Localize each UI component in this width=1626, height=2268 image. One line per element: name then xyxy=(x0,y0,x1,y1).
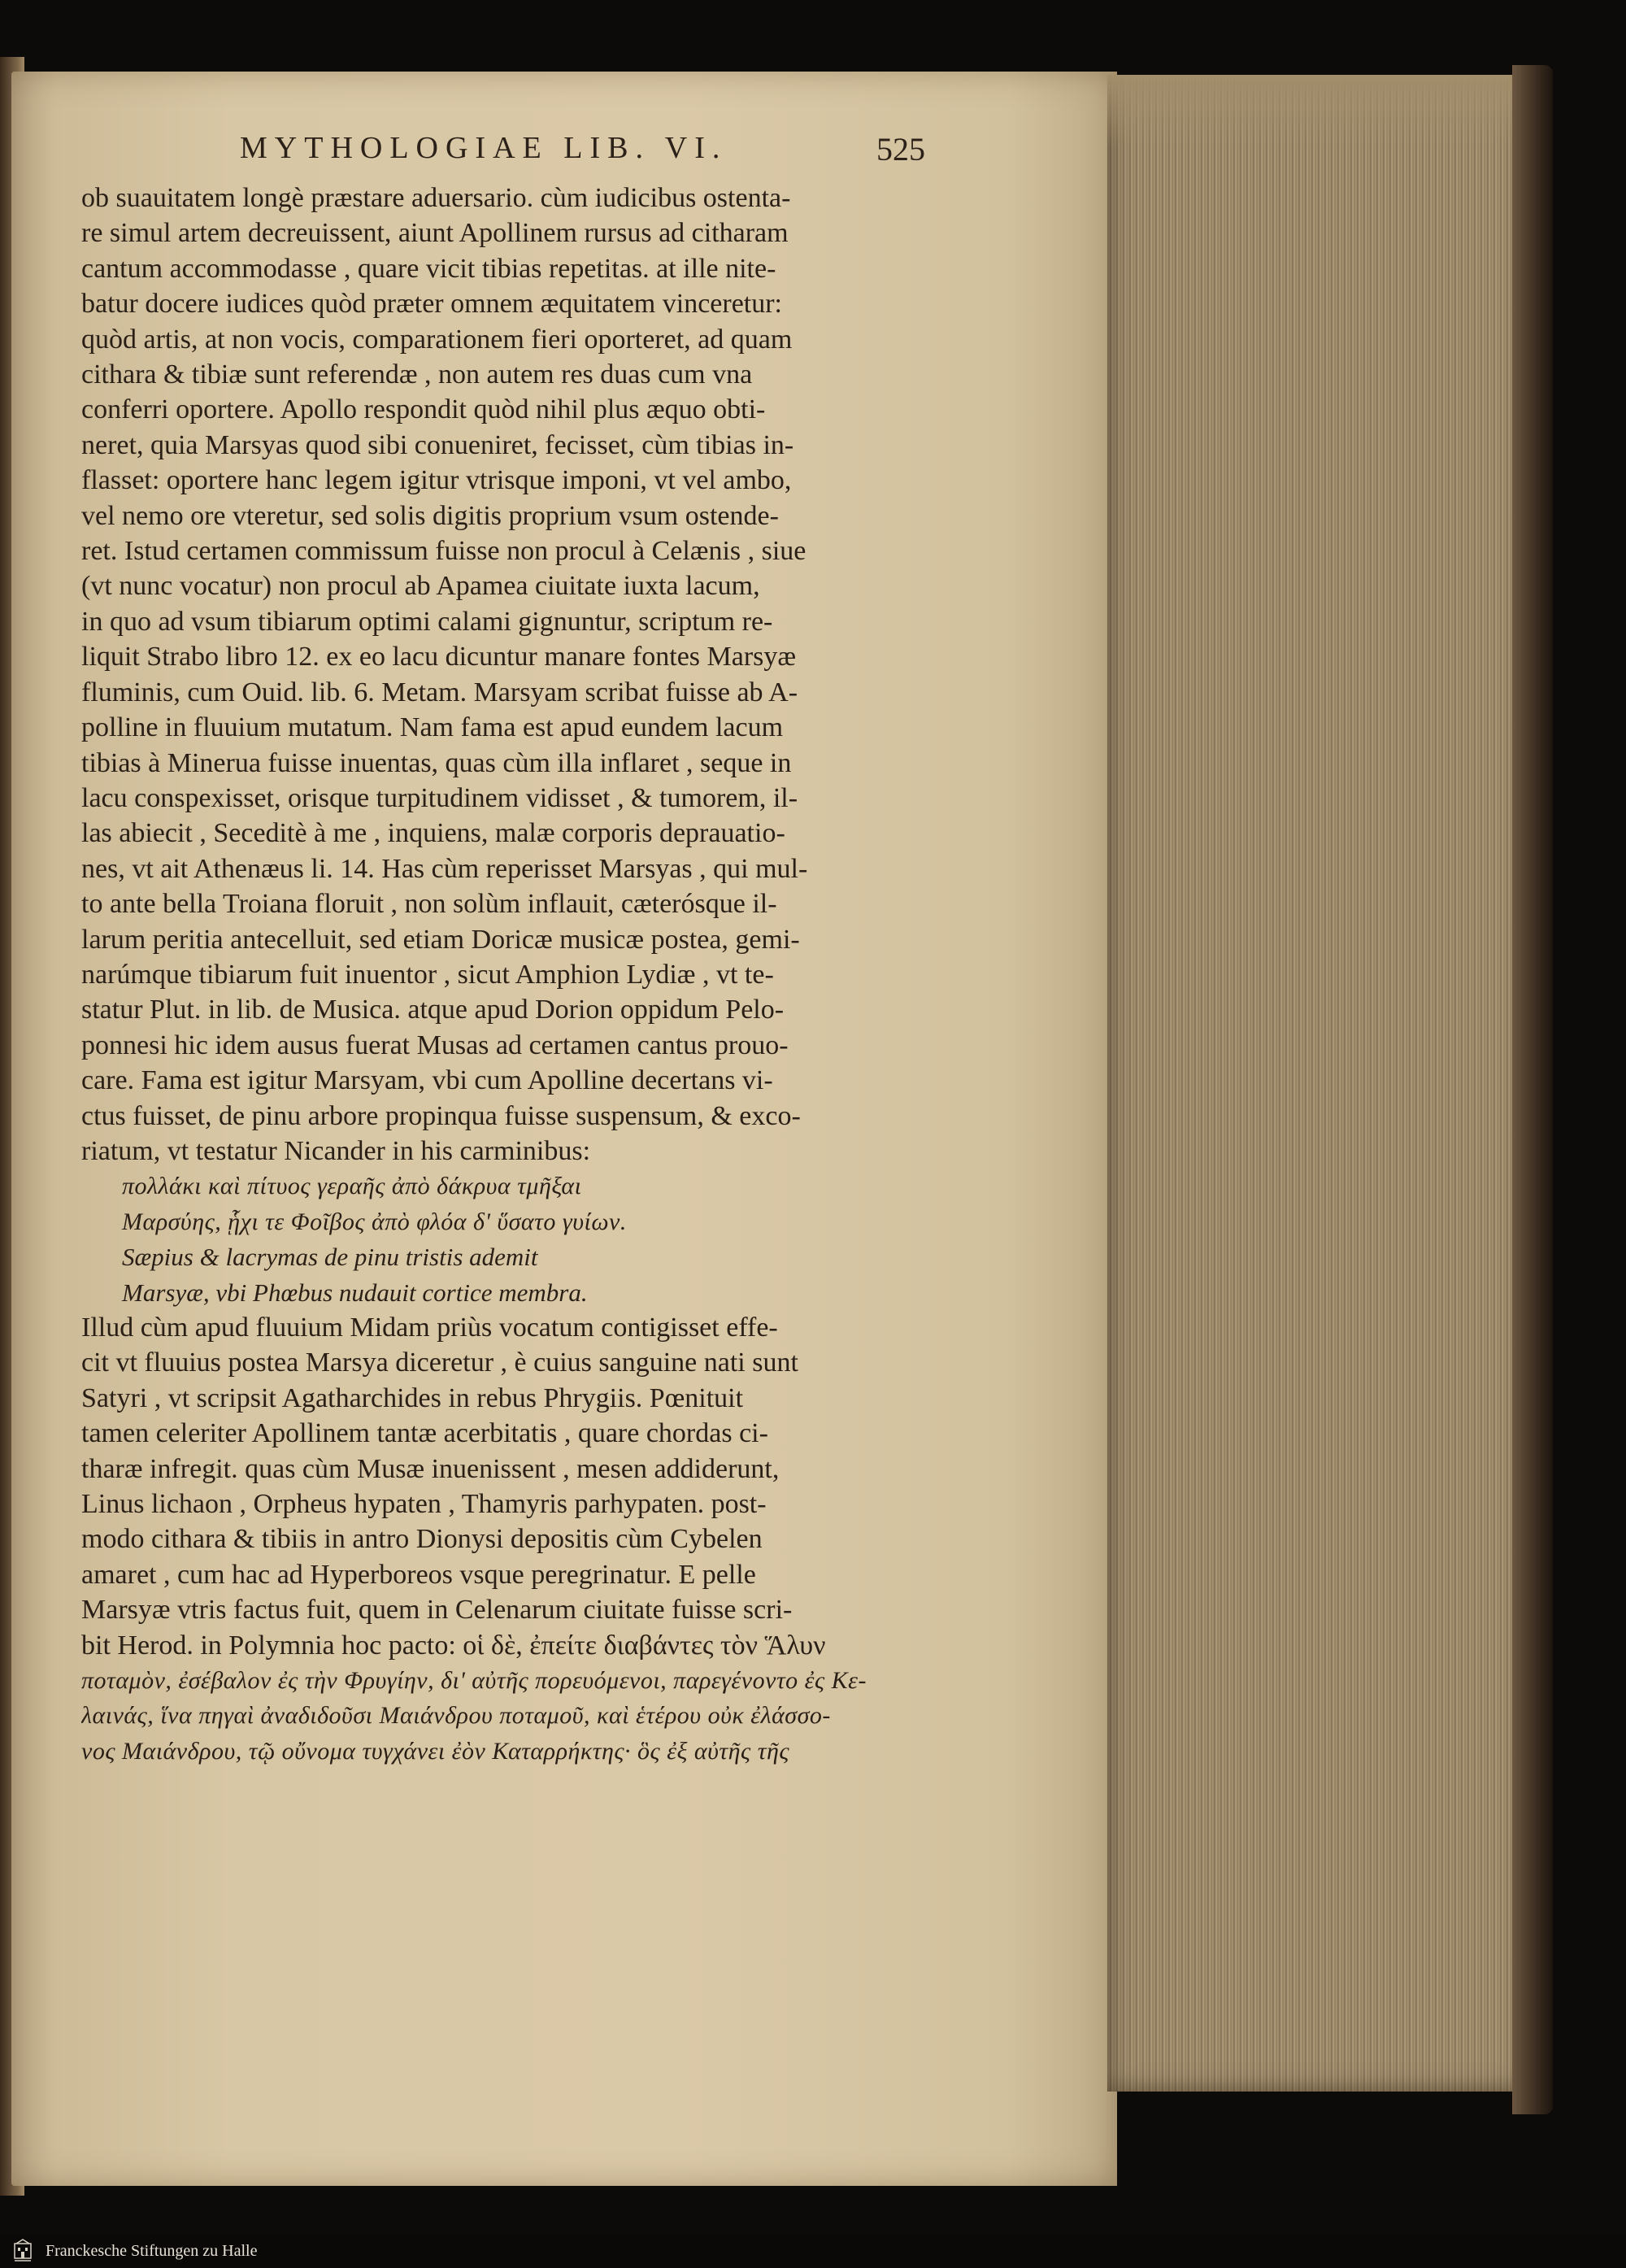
institution-name: Franckesche Stiftungen zu Halle xyxy=(46,2242,258,2260)
text-line: neret, quia Marsyas quod sibi conueniret, fecisset, cùm tibias in- xyxy=(81,429,794,460)
text-line: in quo ad vsum tibiarum optimi calami gignuntur, scriptum re- xyxy=(81,606,773,637)
verse-line-latin: Marsyæ, vbi Phœbus nudauit cortice membra. xyxy=(122,1278,588,1307)
greek-line: νος Μαιάνδρου, τῷ οὔνομα τυγχάνει ἐὸν Καταρρήκτης· ὃς ἐξ αὐτῆς τῆς xyxy=(81,1737,789,1765)
text-line: statur Plut. in lib. de Musica. atque apud Dorion oppidum Pelo- xyxy=(81,995,785,1025)
verse-line-latin: Sæpius & lacrymas de pinu tristis ademit xyxy=(122,1243,538,1272)
text-line: conferri oportere. Apollo respondit quòd nihil plus æquo obti- xyxy=(81,394,766,425)
fore-edge-shadow xyxy=(1107,75,1530,148)
text-line: polline in fluuium mutatum. Nam fama est apud eundem lacum xyxy=(81,712,784,743)
text-line: flasset: oportere hanc legem igitur vtrisque imponi, vt vel ambo, xyxy=(81,465,792,496)
text-line: ponnesi hic idem ausus fuerat Musas ad certamen cantus prouo- xyxy=(81,1030,789,1060)
verse-line-greek: Μαρσύης, ᾗχι τε Φοῖβος ἀπὸ φλόα δ' ὕσατο γυίων. xyxy=(122,1208,627,1235)
text-line: narúmque tibiarum fuit inuentor , sicut Amphion Lydiæ , vt te- xyxy=(81,959,774,990)
text-line: ret. Istud certamen commissum fuisse non procul à Celænis , siue xyxy=(81,536,806,567)
greek-line: λαινάς, ἵνα πηγαὶ ἀναδιδοῦσι Μαιάνδρου ποταμοῦ, καὶ ἑτέρου οὐκ ἐλάσσο- xyxy=(81,1702,831,1730)
greek-line: ποταμὸν, ἐσέβαλον ἐς τὴν Φρυγίην, δι' αὐτῆς πορευόμενοι, παρεγένοντο ἐς Κε- xyxy=(81,1667,867,1695)
text-line: tharæ infregit. quas cùm Musæ inuenissent , mesen addiderunt, xyxy=(81,1453,780,1484)
text-line: to ante bella Troiana floruit , non solùm inflauit, cæterósque il- xyxy=(81,889,777,920)
text-line: (vt nunc vocatur) non procul ab Apamea ciuitate iuxta lacum, xyxy=(81,571,760,602)
running-head xyxy=(240,130,939,166)
text-line: riatum, vt testatur Nicander in his carminibus: xyxy=(81,1135,591,1166)
text-line: vel nemo ore vteretur, sed solis digitis proprium vsum ostende- xyxy=(81,500,779,531)
text-line: cantum accommodasse , quare vicit tibias repetitas. at ille nite- xyxy=(81,253,776,284)
text-line: liquit Strabo libro 12. ex eo lacu dicuntur manare fontes Marsyæ xyxy=(81,642,797,673)
text-line: quòd artis, at non vocis, comparationem fieri oporteret, ad quam xyxy=(81,324,793,355)
text-line: batur docere iudices quòd præter omnem æquitatem vinceretur: xyxy=(81,289,783,320)
text-line: Satyri , vt scripsit Agatharchides in rebus Phrygiis. Pœnituit xyxy=(81,1382,744,1413)
text-line: fluminis, cum Ouid. lib. 6. Metam. Marsyam scribat fuisse ab A- xyxy=(81,677,798,707)
text-line: cithara & tibiæ sunt referendæ , non autem res duas cum vna xyxy=(81,359,753,390)
fore-edge-page-stack xyxy=(1107,75,1530,2092)
verse-line-greek: πολλάκι καὶ πίτυος γεραῆς ἀπὸ δάκρυα τμῆξαι xyxy=(122,1173,582,1200)
text-line: tamen celeriter Apollinem tantæ acerbitatis , quare chordas ci- xyxy=(81,1418,768,1449)
main-text-block xyxy=(81,181,976,1769)
footer-bar xyxy=(0,2235,1626,2268)
text-line: ob suauitatem longè præstare aduersario. cùm iudicibus ostenta- xyxy=(81,183,791,213)
text-line: bit Herod. in Polymnia hoc pacto: οἱ δὲ, ἐπείτε διαβάντες τὸν Ἅλυν xyxy=(81,1630,826,1661)
book-cover-edge xyxy=(1512,65,1553,2114)
text-line: cit vt fluuius postea Marsya diceretur , è cuius sanguine nati sunt xyxy=(81,1347,798,1378)
text-line: care. Fama est igitur Marsyam, vbi cum Apolline decertans vi- xyxy=(81,1065,773,1096)
text-line: larum peritia antecelluit, sed etiam Doricæ musicæ postea, gemi- xyxy=(81,924,800,955)
text-line: re simul artem decreuissent, aiunt Apollinem rursus ad citharam xyxy=(81,218,789,249)
text-line: modo cithara & tibiis in antro Dionysi depositis cùm Cybelen xyxy=(81,1524,763,1555)
page-number: 525 xyxy=(876,131,925,168)
text-line: tibias à Minerua fuisse inuentas, quas cùm illa inflaret , seque in xyxy=(81,747,792,778)
text-line: las abiecit , Seceditè à me , inquiens, malæ corporis deprauatio- xyxy=(81,818,785,849)
text-line: Linus lichaon , Orpheus hypaten , Thamyris parhypaten. post- xyxy=(81,1489,767,1520)
institution-logo-icon xyxy=(13,2239,33,2263)
text-line: ctus fuisset, de pinu arbore propinqua fuisse suspensum, & exco- xyxy=(81,1100,801,1131)
running-title: MYTHOLOGIAE LIB. VI. xyxy=(240,131,728,165)
text-line: nes, vt ait Athenæus li. 14. Has cùm reperisset Marsyas , qui mul- xyxy=(81,853,808,884)
text-line: amaret , cum hac ad Hyperboreos vsque peregrinatur. E pelle xyxy=(81,1559,756,1590)
text-line: Marsyæ vtris factus fuit, quem in Celenarum ciuitate fuisse scri- xyxy=(81,1595,793,1626)
text-line: Illud cùm apud fluuium Midam priùs vocatum contigisset effe- xyxy=(81,1312,778,1343)
text-line: lacu conspexisset, orisque turpitudinem vidisset , & tumorem, il- xyxy=(81,782,798,813)
